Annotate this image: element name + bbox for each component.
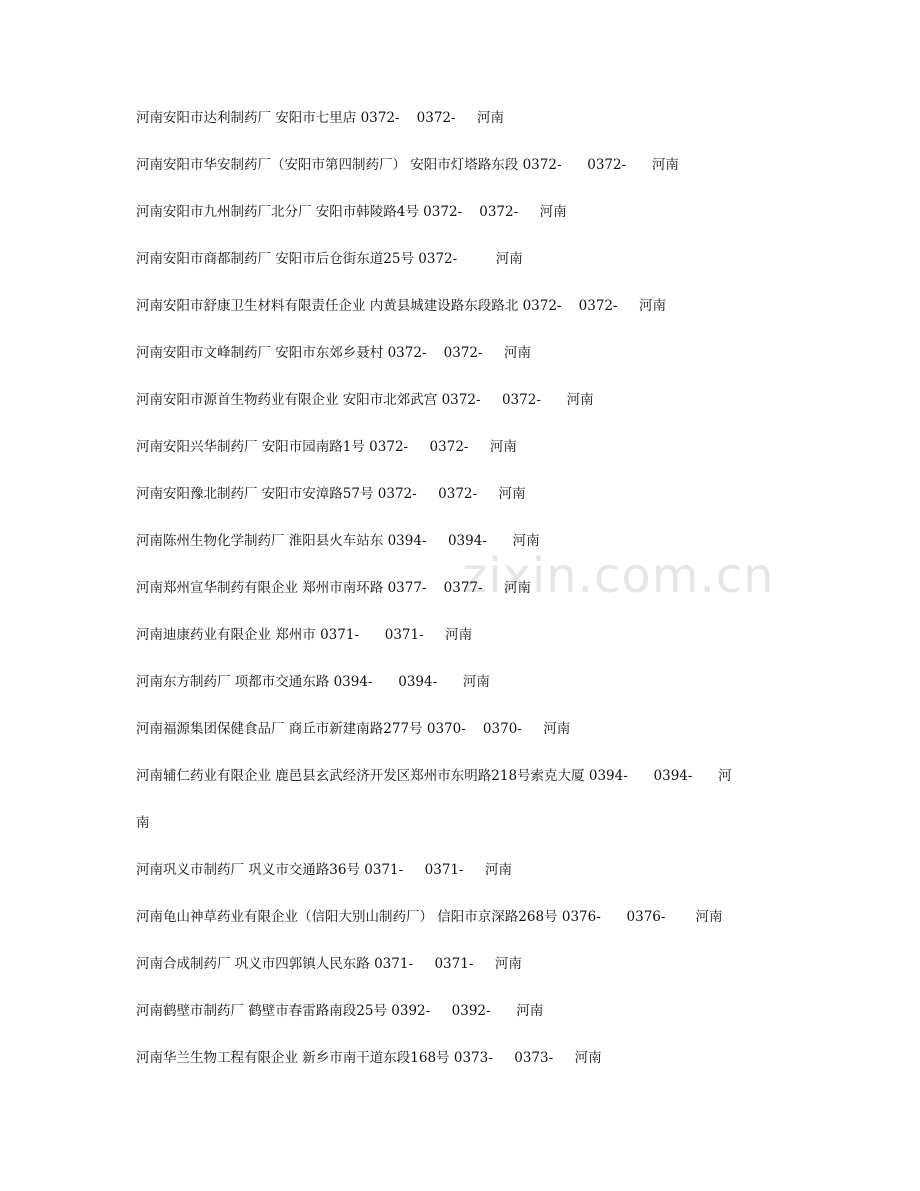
list-item: 河南安阳市九州制药厂北分厂 安阳市韩陵路4号 0372- 0372- 河南 (136, 204, 567, 220)
list-item: 河南安阳兴华制药厂 安阳市园南路1号 0372- 0372- 河南 (136, 439, 517, 455)
list-item-continuation: 南 (136, 815, 150, 831)
list-item: 河南鹤壁市制药厂 鹤壁市春雷路南段25号 0392- 0392- 河南 (136, 1003, 544, 1019)
list-item: 河南龟山神草药业有限企业（信阳大别山制药厂） 信阳市京深路268号 0376- 0376- 河南 (136, 909, 723, 925)
list-item: 河南安阳市华安制药厂（安阳市第四制药厂） 安阳市灯塔路东段 0372- 0372- 河南 (136, 157, 679, 173)
list-item: 河南安阳市源首生物药业有限企业 安阳市北郊武宫 0372- 0372- 河南 (136, 392, 594, 408)
list-item: 河南安阳豫北制药厂 安阳市安漳路57号 0372- 0372- 河南 (136, 486, 526, 502)
list-item: 河南安阳市文峰制药厂 安阳市东郊乡聂村 0372- 0372- 河南 (136, 345, 532, 361)
list-item: 河南安阳市商都制药厂 安阳市后仓街东道25号 0372- 河南 (136, 251, 523, 267)
list-item: 河南陈州生物化学制药厂 淮阳县火车站东 0394- 0394- 河南 (136, 533, 540, 549)
list-item: 河南巩义市制药厂 巩义市交通路36号 0371- 0371- 河南 (136, 862, 513, 878)
list-item: 河南合成制药厂 巩义市四郭镇人民东路 0371- 0371- 河南 (136, 956, 522, 972)
list-item: 河南安阳市舒康卫生材料有限责任企业 内黄县城建设路东段路北 0372- 0372- 河南 (136, 298, 667, 314)
list-item: 河南福源集团保健食品厂 商丘市新建南路277号 0370- 0370- 河南 (136, 721, 571, 737)
watermark: zixin.com.cn (462, 548, 775, 604)
list-item: 河南迪康药业有限企业 郑州市 0371- 0371- 河南 (136, 627, 473, 643)
list-item: 河南安阳市达利制药厂 安阳市七里店 0372- 0372- 河南 (136, 110, 505, 126)
list-item: 河南辅仁药业有限企业 鹿邑县玄武经济开发区郑州市东明路218号索克大厦 0394- 0394- 河 (136, 768, 732, 784)
list-item: 河南华兰生物工程有限企业 新乡市南干道东段168号 0373- 0373- 河南 (136, 1050, 602, 1066)
list-item: 河南郑州宣华制药有限企业 郑州市南环路 0377- 0377- 河南 (136, 580, 532, 596)
list-item: 河南东方制药厂 项都市交通东路 0394- 0394- 河南 (136, 674, 490, 690)
